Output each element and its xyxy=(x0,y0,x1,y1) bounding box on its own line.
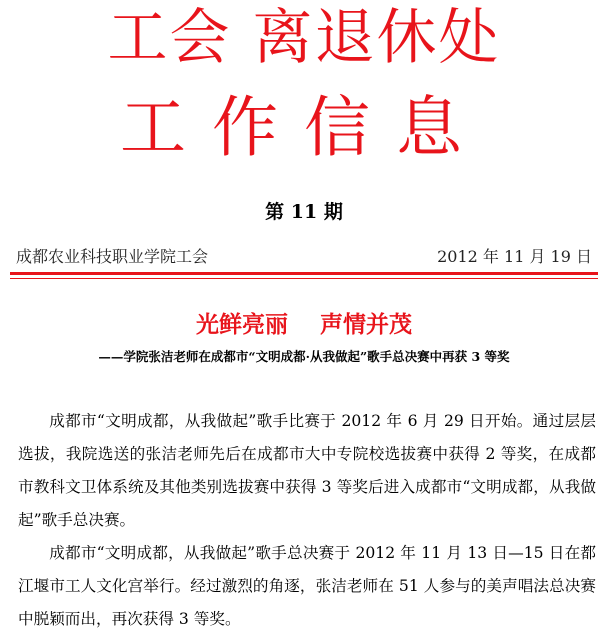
paragraph: 成都市“文明成都，从我做起”歌手比赛于 2012 年 6 月 29 日开始。通过层层选拔，我院选送的张洁老师先后在成都市大中专院校选拔赛中获得 2 等奖，在成都市教科文卫体系统及其他类别选拔赛中获得 3 等奖后进入成都市“文明成都，从我做起”歌手总决赛。 xyxy=(18,412,596,529)
meta-row xyxy=(14,246,592,268)
divider-thick xyxy=(10,272,598,275)
article-subtitle: ——学院张洁老师在成都市“文明成都·从我做起”歌手总决赛中再获 3 等奖 xyxy=(98,349,510,364)
article-title: 光鲜亮丽 声情并茂 xyxy=(195,311,413,338)
paragraph: 成都市“文明成都，从我做起”歌手总决赛于 2012 年 11 月 13 日—15 日在都江堰市工人文化宫举行。经过激烈的角逐，张洁老师在 51 人参与的美声唱法总决赛中脱颖而出，再次获得 3 等奖。 xyxy=(18,544,596,628)
divider-thin xyxy=(10,278,598,279)
header-title-line2: 工作信息 xyxy=(120,89,488,166)
article-body xyxy=(18,405,596,636)
organization-name: 成都农业科技职业学院工会 xyxy=(16,247,209,266)
issue-date: 2012 年 11 月 19 日 xyxy=(437,247,592,266)
issue-number: 第 11 期 xyxy=(265,201,343,223)
header-title-line1: 工会 离退休处 xyxy=(107,3,501,73)
